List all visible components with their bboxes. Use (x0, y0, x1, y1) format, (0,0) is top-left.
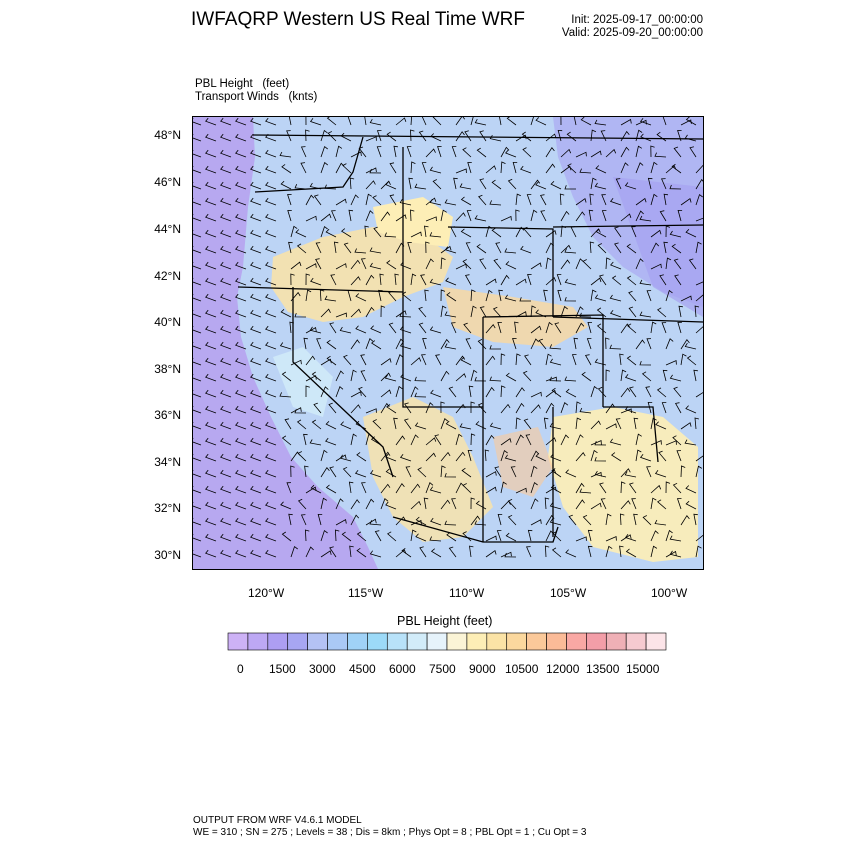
colorbar-swatch (427, 633, 447, 650)
colorbar-swatch (268, 633, 288, 650)
lat-label: 36°N (154, 408, 181, 422)
colorbar-swatch (387, 633, 407, 650)
colorbar-swatch (527, 633, 547, 650)
colorbar-label: 9000 (469, 662, 496, 676)
colorbar-swatch (547, 633, 567, 650)
lat-label: 48°N (154, 128, 181, 142)
footer-model: OUTPUT FROM WRF V4.6.1 MODEL (193, 815, 362, 826)
colorbar-swatch (328, 633, 348, 650)
colorbar-swatch (367, 633, 387, 650)
lon-label: 120°W (248, 586, 285, 600)
field-name: Transport Winds (195, 91, 279, 103)
colorbar-label: 4500 (349, 662, 376, 676)
field-label-winds (195, 91, 317, 103)
lon-label: 115°W (348, 586, 384, 600)
colorbar-label: 15000 (626, 662, 660, 676)
lat-label: 42°N (154, 269, 181, 283)
valid-time: Valid: 2025-09-20_00:00:00 (561, 27, 703, 39)
lat-label: 32°N (154, 501, 181, 515)
colorbar-label: 1500 (269, 662, 296, 676)
field-name: PBL Height (195, 78, 253, 90)
colorbar-label: 7500 (429, 662, 456, 676)
colorbar-label: 13500 (586, 662, 620, 676)
field-label-pbl (195, 78, 289, 90)
colorbar-swatch (467, 633, 487, 650)
lon-label: 105°W (550, 586, 587, 600)
lat-label: 46°N (154, 175, 181, 189)
colorbar-swatch (288, 633, 308, 650)
map-canvas (193, 117, 703, 569)
lon-label: 100°W (651, 586, 688, 600)
colorbar-swatch (566, 633, 586, 650)
init-time: Init: 2025-09-17_00:00:00 (571, 14, 703, 26)
colorbar-label: 12000 (546, 662, 580, 676)
colorbar-label: 0 (237, 662, 244, 676)
colorbar-swatch (507, 633, 527, 650)
colorbar-swatch (646, 633, 666, 650)
colorbar-label: 3000 (309, 662, 336, 676)
colorbar-swatch (407, 633, 427, 650)
colorbar (227, 632, 667, 652)
lat-label: 40°N (154, 315, 181, 329)
colorbar-title: PBL Height (feet) (397, 614, 493, 628)
lat-label: 34°N (154, 455, 181, 469)
lat-label: 38°N (154, 362, 181, 376)
colorbar-swatch (487, 633, 507, 650)
field-units: (feet) (262, 78, 290, 90)
plot-title: IWFAQRP Western US Real Time WRF (191, 9, 525, 30)
colorbar-swatch (308, 633, 328, 650)
colorbar-swatch (606, 633, 626, 650)
colorbar-label: 10500 (505, 662, 539, 676)
lat-label: 44°N (154, 222, 181, 236)
lon-label: 110°W (449, 586, 485, 600)
colorbar-swatch (228, 633, 248, 650)
colorbar-swatch (347, 633, 367, 650)
colorbar-swatch (447, 633, 467, 650)
lat-label: 30°N (154, 548, 181, 562)
colorbar-swatch (248, 633, 268, 650)
map-panel (192, 116, 704, 570)
footer-options: WE = 310 ; SN = 275 ; Levels = 38 ; Dis = 8km ; Phys Opt = 8 ; PBL Opt = 1 ; Cu Opt = 3 (193, 827, 587, 838)
field-units: (knts) (288, 91, 318, 103)
colorbar-label: 6000 (389, 662, 416, 676)
colorbar-swatch (626, 633, 646, 650)
colorbar-swatch (586, 633, 606, 650)
